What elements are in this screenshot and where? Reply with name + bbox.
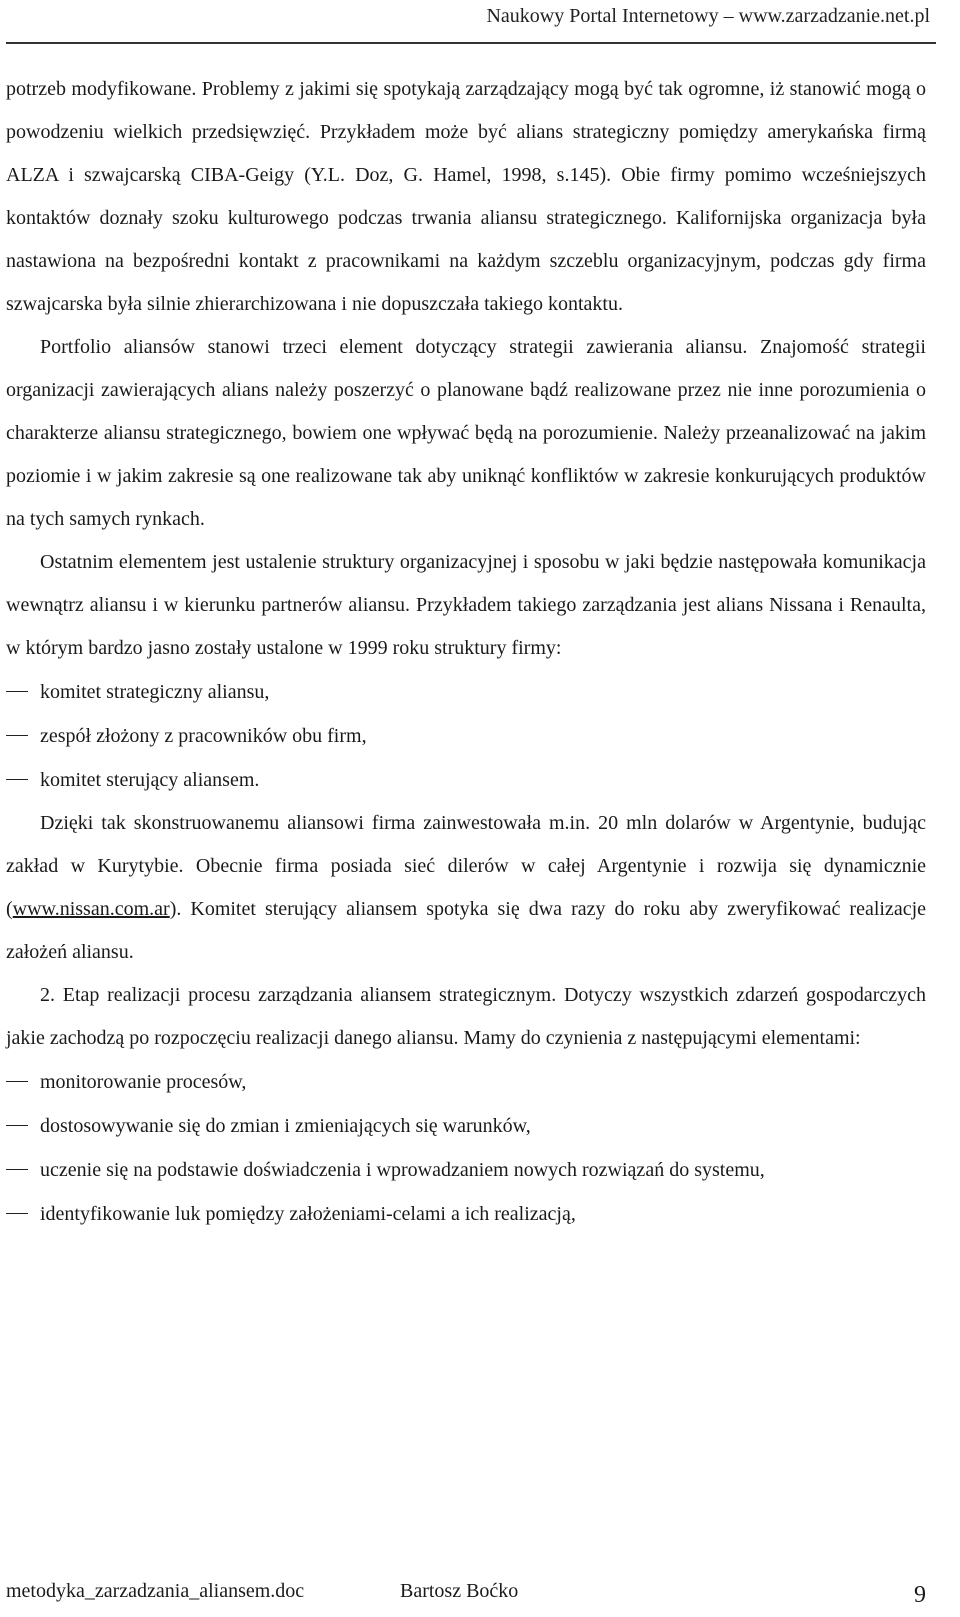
- list-item: [6, 1104, 926, 1148]
- paragraph-3: Ostatnim elementem jest ustalenie struktury organizacyjnej i sposobu w jaki będzie następowała komunikacja wewnątrz aliansu i w kierunku partnerów aliansu. Przykładem takiego zarządzania jest alians Nissana i Renaulta, w którym bardzo jasno zostały ustalone w 1999 roku struktury firmy:: [6, 551, 926, 659]
- list-item-text: uczenie się na podstawie doświadczenia i wprowadzaniem nowych rozwiązań do systemu,: [40, 1159, 765, 1181]
- dash-bullet-icon: [6, 735, 28, 736]
- paragraph-4-text-end: ). Komitet sterujący aliansem spotyka się dwa razy do roku aby zweryfikować realizacje założeń aliansu.: [6, 898, 926, 963]
- nissan-link[interactable]: www.nissan.com.ar: [12, 898, 170, 920]
- list-item: [6, 1192, 926, 1236]
- list-item-text: identyfikowanie luk pomiędzy założeniami-celami a ich realizacją,: [40, 1203, 576, 1225]
- list-item-text: monitorowanie procesów,: [40, 1071, 247, 1093]
- dash-bullet-icon: [6, 779, 28, 780]
- document-body: [6, 68, 926, 1236]
- footer-filename: metodyka_zarzadzania_aliansem.doc: [6, 1580, 305, 1602]
- page-number: 9: [914, 1582, 926, 1608]
- dash-bullet-icon: [6, 1081, 28, 1082]
- page-footer: [6, 1580, 934, 1612]
- dash-bullet-icon: [6, 1125, 28, 1126]
- list-item-text: komitet sterujący aliansem.: [40, 769, 260, 791]
- paragraph-4-text-start: Dzięki tak skonstruowanemu aliansowi firma zainwestowała m.in. 20 mln dolarów w Argentynie, budując zakład w Kurytybie. Obecnie firma posiada sieć dilerów w całej Argentynie i rozwija się dynamicznie (: [6, 812, 926, 920]
- paragraph-1: potrzeb modyfikowane. Problemy z jakimi się spotykają zarządzający mogą być tak ogromne, iż stanowić mogą o powodzeniu wielkich przedsięwzięć. Przykładem może być alians strategiczny pomiędzy amerykańska firmą ALZA i szwajcarską CIBA-Geigy (Y.L. Doz, G. Hamel, 1998, s.145). Obie firmy pomimo wcześniejszych kontaktów doznały szoku kulturowego podczas trwania aliansu strategicznego. Kalifornijska organizacja była nastawiona na bezpośredni kontakt z pracownikami na każdym szczeblu organizacyjnym, podczas gdy firma szwajcarska była silnie zhierarchizowana i nie dopuszczała takiego kontaktu.: [6, 78, 926, 315]
- list-item-text: dostosowywanie się do zmian i zmieniających się warunków,: [40, 1115, 531, 1137]
- dash-bullet-icon: [6, 1213, 28, 1214]
- dash-bullet-icon: [6, 1169, 28, 1170]
- dash-bullet-icon: [6, 691, 28, 692]
- paragraph-5: 2. Etap realizacji procesu zarządzania aliansem strategicznym. Dotyczy wszystkich zdarzeń gospodarczych jakie zachodzą po rozpoczęciu realizacji danego aliansu. Mamy do czynienia z następującymi elementami:: [6, 984, 926, 1049]
- list-item-text: zespół złożony z pracowników obu firm,: [40, 725, 367, 747]
- list-item-text: komitet strategiczny aliansu,: [40, 681, 270, 703]
- list-item: [6, 670, 926, 714]
- header-divider: [6, 42, 936, 44]
- list-item: [6, 714, 926, 758]
- list-item: [6, 758, 926, 802]
- paragraph-4: [6, 802, 926, 974]
- paragraph-2: Portfolio aliansów stanowi trzeci element dotyczący strategii zawierania aliansu. Znajomość strategii organizacji zawierających alians należy poszerzyć o planowane bądź realizowane przez nie inne porozumienia o charakterze aliansu strategicznego, bowiem one wpływać będą na porozumienie. Należy przeanalizować na jakim poziomie i w jakim zakresie są one realizowane tak aby uniknąć konfliktów w zakresie konkurujących produktów na tych samych rynkach.: [6, 336, 926, 530]
- structure-list: [6, 670, 926, 802]
- list-item: [6, 1148, 926, 1192]
- page-header: Naukowy Portal Internetowy – www.zarzadzanie.net.pl: [486, 5, 930, 27]
- elements-list: [6, 1060, 926, 1236]
- footer-author: Bartosz Boćko: [400, 1580, 519, 1602]
- list-item: [6, 1060, 926, 1104]
